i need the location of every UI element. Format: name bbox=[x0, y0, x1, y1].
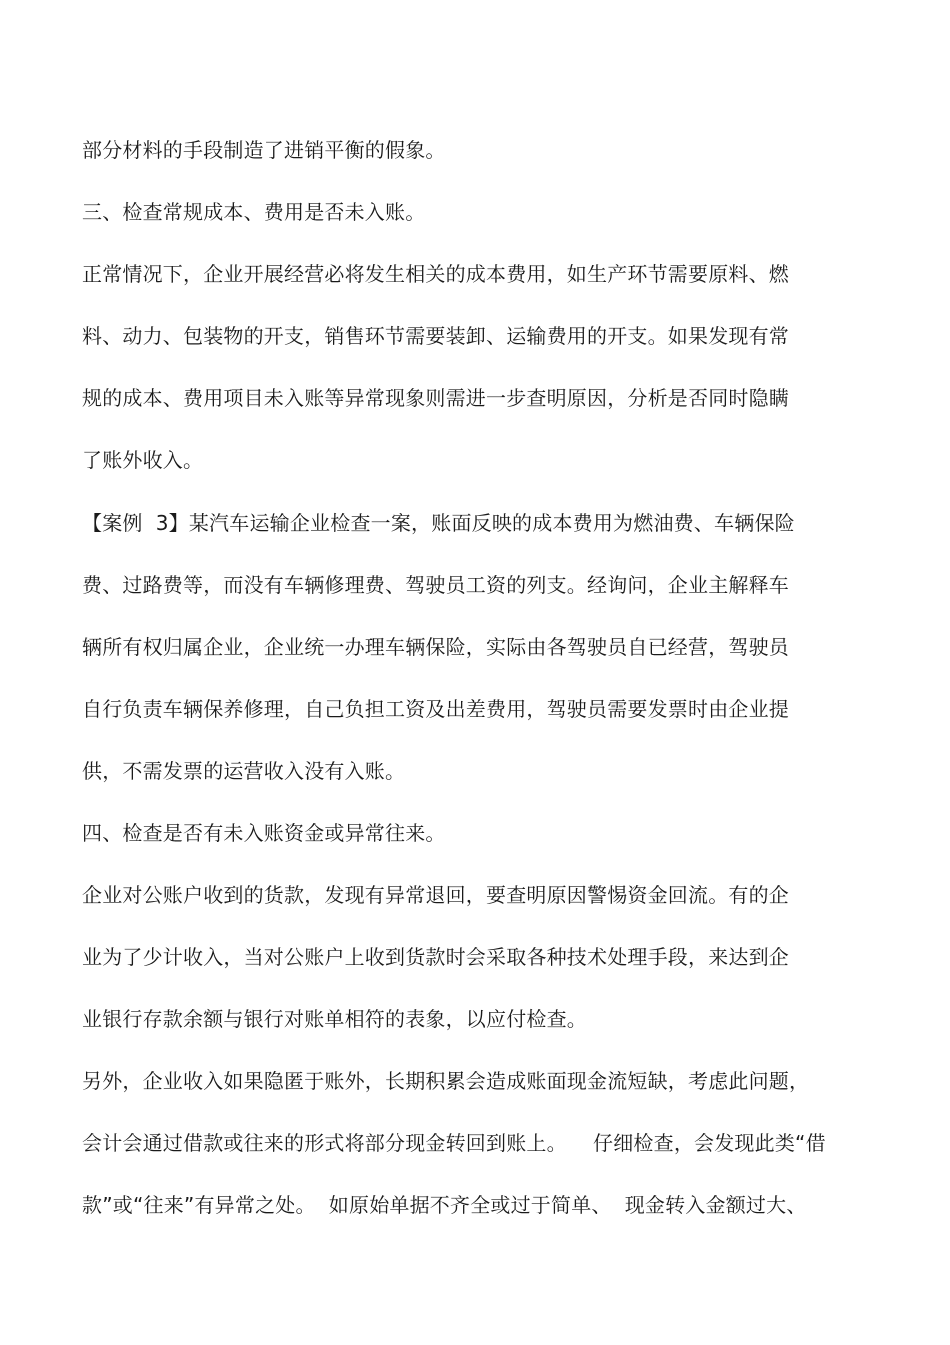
section-heading: 四、检查是否有未入账资金或异常往来。 bbox=[82, 821, 446, 845]
section-heading: 三、检查常规成本、费用是否未入账。 bbox=[82, 200, 426, 224]
text-line: 供，不需发票的运营收入没有入账。 bbox=[82, 759, 406, 783]
text-line: 料、动力、包装物的开支，销售环节需要装卸、运输费用的开支。如果发现有常 bbox=[82, 324, 789, 348]
text-line: 另外，企业收入如果隐匿于账外，长期积累会造成账面现金流短缺，考虑此问题， bbox=[82, 1069, 810, 1093]
text-line: 正常情况下，企业开展经营必将发生相关的成本费用，如生产环节需要原料、燃 bbox=[82, 262, 789, 286]
text-line: 规的成本、费用项目未入账等异常现象则需进一步查明原因，分析是否同时隐瞒 bbox=[82, 386, 789, 410]
text-line: 款”或“往来”有异常之处。 如原始单据不齐全或过于简单、 现金转入金额过大、 bbox=[82, 1193, 807, 1217]
text-line: 业为了少计收入，当对公账户上收到货款时会采取各种技术处理手段，来达到企 bbox=[82, 945, 789, 969]
text-line: 业银行存款余额与银行对账单相符的表象，以应付检查。 bbox=[82, 1007, 587, 1031]
text-line: 费、过路费等，而没有车辆修理费、驾驶员工资的列支。经询问，企业主解释车 bbox=[82, 573, 789, 597]
text-line: 部分材料的手段制造了进销平衡的假象。 bbox=[82, 138, 446, 162]
text-line: 企业对公账户收到的货款，发现有异常退回，要查明原因警惕资金回流。有的企 bbox=[82, 883, 789, 907]
text-line: 会计会通过借款或往来的形式将部分现金转回到账上。 仔细检查，会发现此类“借 bbox=[82, 1131, 826, 1155]
text-line: 辆所有权归属企业，企业统一办理车辆保险，实际由各驾驶员自已经营，驾驶员 bbox=[82, 635, 789, 659]
case-line: 【案例 3】某汽车运输企业检查一案，账面反映的成本费用为燃油费、车辆保险 bbox=[82, 511, 795, 535]
text-line: 自行负责车辆保养修理，自己负担工资及出差费用，驾驶员需要发票时由企业提 bbox=[82, 697, 789, 721]
text-line: 了账外收入。 bbox=[82, 448, 204, 472]
